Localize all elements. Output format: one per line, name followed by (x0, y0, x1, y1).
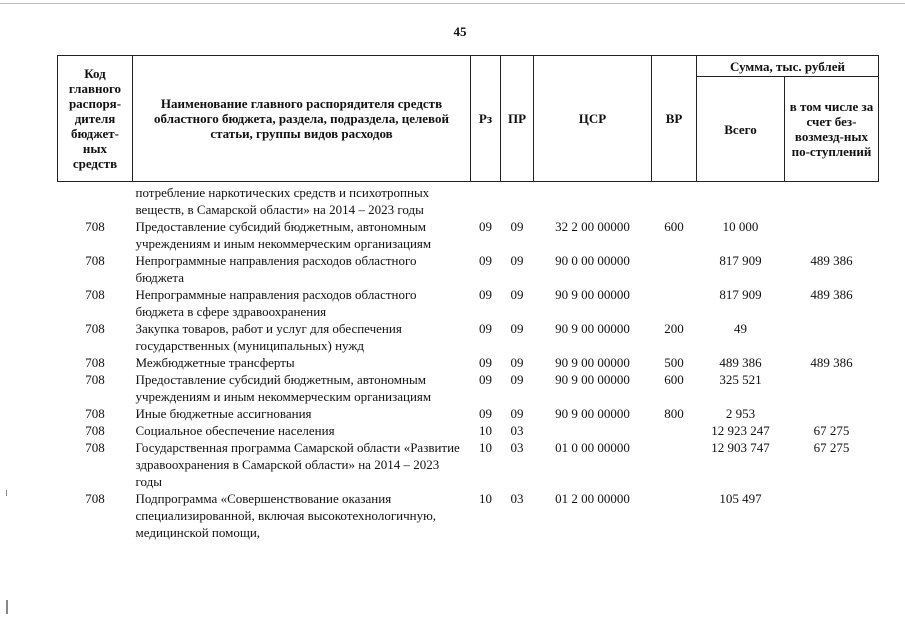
cell-name: Предоставление субсидий бюджетным, автономным учреждениям и иным некоммерческим организациям (135, 372, 432, 404)
cell-pr: 09 (510, 355, 524, 370)
cell-csr: 90 9 00 00000 (555, 406, 630, 421)
cell-free (785, 371, 879, 405)
cell-rz: 09 (479, 406, 492, 421)
cell-vr: 200 (664, 321, 684, 336)
table-row (58, 286, 879, 320)
cell-free (785, 218, 879, 252)
header-csr: ЦСР (534, 56, 652, 182)
cell-csr: 90 9 00 00000 (555, 355, 630, 370)
cell-pr: 09 (510, 253, 524, 268)
cell-total: 817 909 (719, 287, 762, 302)
header-sum: Сумма, тыс. рублей (697, 56, 879, 77)
cell-vr: 600 (664, 219, 684, 234)
cell-name: Государственная программа Самарской области «Развитие здравоохранения в Самарской области» на 2014 – 2023 годы (135, 440, 460, 489)
cell-pr (501, 182, 534, 219)
cell-code: 708 (85, 287, 105, 302)
cell-name: Межбюджетные трансферты (135, 355, 295, 370)
cell-name: Непрограммные направления расходов областного бюджета (135, 253, 417, 285)
cell-code: 708 (85, 219, 105, 234)
cell-rz: 09 (479, 355, 492, 370)
cell-free (785, 182, 879, 219)
cell-name: Подпрограмма «Совершенствование оказания специализированной, включая высокотехнологичную, медицинской помощи, (135, 491, 437, 540)
header-total: Всего (697, 77, 785, 182)
header-vr: ВР (652, 56, 697, 182)
cell-rz (471, 182, 501, 219)
cell-free: 67 275 (813, 440, 850, 455)
table-row (58, 405, 879, 422)
cell-vr (652, 439, 697, 490)
cell-rz: 09 (479, 321, 492, 336)
cell-total: 489 386 (719, 355, 762, 370)
cell-pr: 03 (510, 440, 524, 455)
cell-vr (652, 490, 697, 541)
table-row (58, 218, 879, 252)
cell-vr (652, 286, 697, 320)
cell-total: 12 923 247 (711, 423, 770, 438)
cell-code: 708 (85, 372, 105, 387)
scan-artifact-mark (6, 600, 8, 614)
cell-vr (652, 182, 697, 219)
table-row (58, 252, 879, 286)
page-number: 45 (453, 24, 467, 39)
cell-total: 325 521 (719, 372, 762, 387)
cell-name: Социальное обеспечение населения (135, 423, 335, 438)
cell-free (785, 320, 879, 354)
cell-vr: 800 (664, 406, 684, 421)
cell-pr: 03 (510, 491, 524, 506)
cell-total: 817 909 (719, 253, 762, 268)
cell-free: 489 386 (810, 253, 853, 268)
header-pr: ПР (501, 56, 534, 182)
table-row (58, 182, 879, 219)
cell-rz: 09 (479, 372, 492, 387)
cell-total: 12 903 747 (711, 440, 770, 455)
cell-rz: 09 (479, 287, 492, 302)
cell-pr: 09 (510, 219, 524, 234)
cell-pr: 09 (510, 372, 524, 387)
cell-csr: 01 0 00 00000 (555, 440, 630, 455)
cell-free (785, 405, 879, 422)
cell-code: 708 (85, 406, 105, 421)
cell-rz: 09 (479, 253, 492, 268)
cell-name: Закупка товаров, работ и услуг для обеспечения государственных (муниципальных) нужд (135, 321, 402, 353)
cell-pr: 09 (510, 406, 524, 421)
cell-pr: 09 (510, 287, 524, 302)
cell-pr: 03 (510, 423, 524, 438)
table-header (58, 56, 879, 182)
cell-vr: 500 (664, 355, 684, 370)
cell-code: 708 (85, 423, 105, 438)
cell-rz: 10 (479, 440, 492, 455)
budget-table (57, 55, 879, 541)
cell-rz: 10 (479, 423, 492, 438)
cell-total: 105 497 (719, 491, 762, 506)
cell-free (785, 490, 879, 541)
cell-vr (652, 422, 697, 439)
cell-total: 2 953 (725, 406, 756, 421)
cell-code: 708 (85, 440, 105, 455)
cell-code: 708 (85, 321, 105, 336)
cell-csr: 90 9 00 00000 (555, 321, 630, 336)
cell-code: 708 (85, 355, 105, 370)
cell-name: потребление наркотических средств и психотропных веществ, в Самарской области» на 2014 – 2023 годы (135, 185, 430, 217)
cell-code (58, 182, 133, 219)
cell-csr: 01 2 00 00000 (555, 491, 630, 506)
table-row (58, 320, 879, 354)
cell-csr: 90 9 00 00000 (555, 287, 630, 302)
cell-csr (534, 422, 652, 439)
cell-vr (652, 252, 697, 286)
cell-csr (534, 182, 652, 219)
cell-free: 67 275 (813, 423, 850, 438)
cell-rz: 10 (479, 491, 492, 506)
cell-code: 708 (85, 253, 105, 268)
cell-name: Предоставление субсидий бюджетным, автономным учреждениям и иным некоммерческим организациям (135, 219, 432, 251)
cell-free: 489 386 (810, 287, 853, 302)
cell-pr: 09 (510, 321, 524, 336)
cell-vr: 600 (664, 372, 684, 387)
cell-name: Иные бюджетные ассигнования (135, 406, 312, 421)
table-row (58, 371, 879, 405)
table-row (58, 354, 879, 371)
cell-csr: 90 9 00 00000 (555, 372, 630, 387)
scan-artifact-mark (6, 490, 7, 496)
cell-code: 708 (85, 491, 105, 506)
header-rz: Рз (471, 56, 501, 182)
cell-total: 10 000 (722, 219, 759, 234)
cell-free: 489 386 (810, 355, 853, 370)
cell-csr: 32 2 00 00000 (555, 219, 630, 234)
page-top-edge (0, 3, 905, 4)
cell-name: Непрограммные направления расходов областного бюджета в сфере здравоохранения (135, 287, 417, 319)
table-row (58, 439, 879, 490)
cell-total (697, 182, 785, 219)
header-name: Наименование главного распорядителя средств областного бюджета, раздела, подраздела, целевой статьи, группы видов расходов (133, 56, 471, 182)
cell-csr: 90 0 00 00000 (555, 253, 630, 268)
header-code: Код главного распоря-дителя бюджет-ных средств (58, 56, 133, 182)
table-body (58, 182, 879, 542)
header-free: в том числе за счет без-возмезд-ных по-ступлений (785, 77, 879, 182)
table-row (58, 422, 879, 439)
table-row (58, 490, 879, 541)
cell-rz: 09 (479, 219, 492, 234)
cell-total: 49 (734, 321, 747, 336)
